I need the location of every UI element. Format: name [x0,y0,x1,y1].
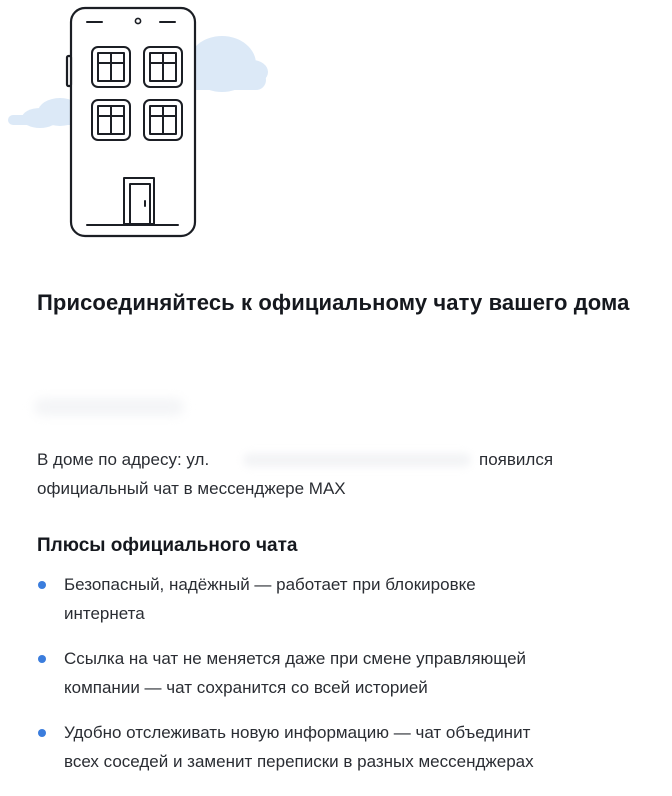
page-title: Присоединяйтесь к официальному чату вашего дома [37,290,630,315]
bullet-icon [38,655,46,663]
bullet-icon [38,729,46,737]
hero-illustration [0,0,672,260]
benefit-line-1: Безопасный, надёжный — работает при блокировке [64,575,476,594]
cloud-icon [186,36,268,92]
address-paragraph [37,445,637,503]
address-prefix: В доме по адресу: ул. [37,450,210,469]
list-item [37,570,637,628]
benefit-line-2: всех соседей и заменит переписки в разных мессенджерах [64,752,534,771]
benefit-line-2: интернета [64,604,145,623]
benefits-heading: Плюсы официального чата [37,535,298,556]
bullet-icon [38,581,46,589]
address-line-2: официальный чат в мессенджере MAX [37,479,346,498]
benefit-line-1: Ссылка на чат не меняется даже при смене управляющей [64,649,527,668]
redacted-greeting [34,398,184,416]
benefit-line-1: Удобно отслеживать новую информацию — чат объединит [64,723,531,742]
benefit-line-2: компании — чат сохранится со всей историей [64,678,428,697]
redacted-street [243,453,471,467]
benefits-list [37,570,637,792]
list-item [37,718,637,776]
list-item [37,644,637,702]
apartment-building-phone-icon [0,0,672,260]
address-suffix: появился [479,450,554,469]
